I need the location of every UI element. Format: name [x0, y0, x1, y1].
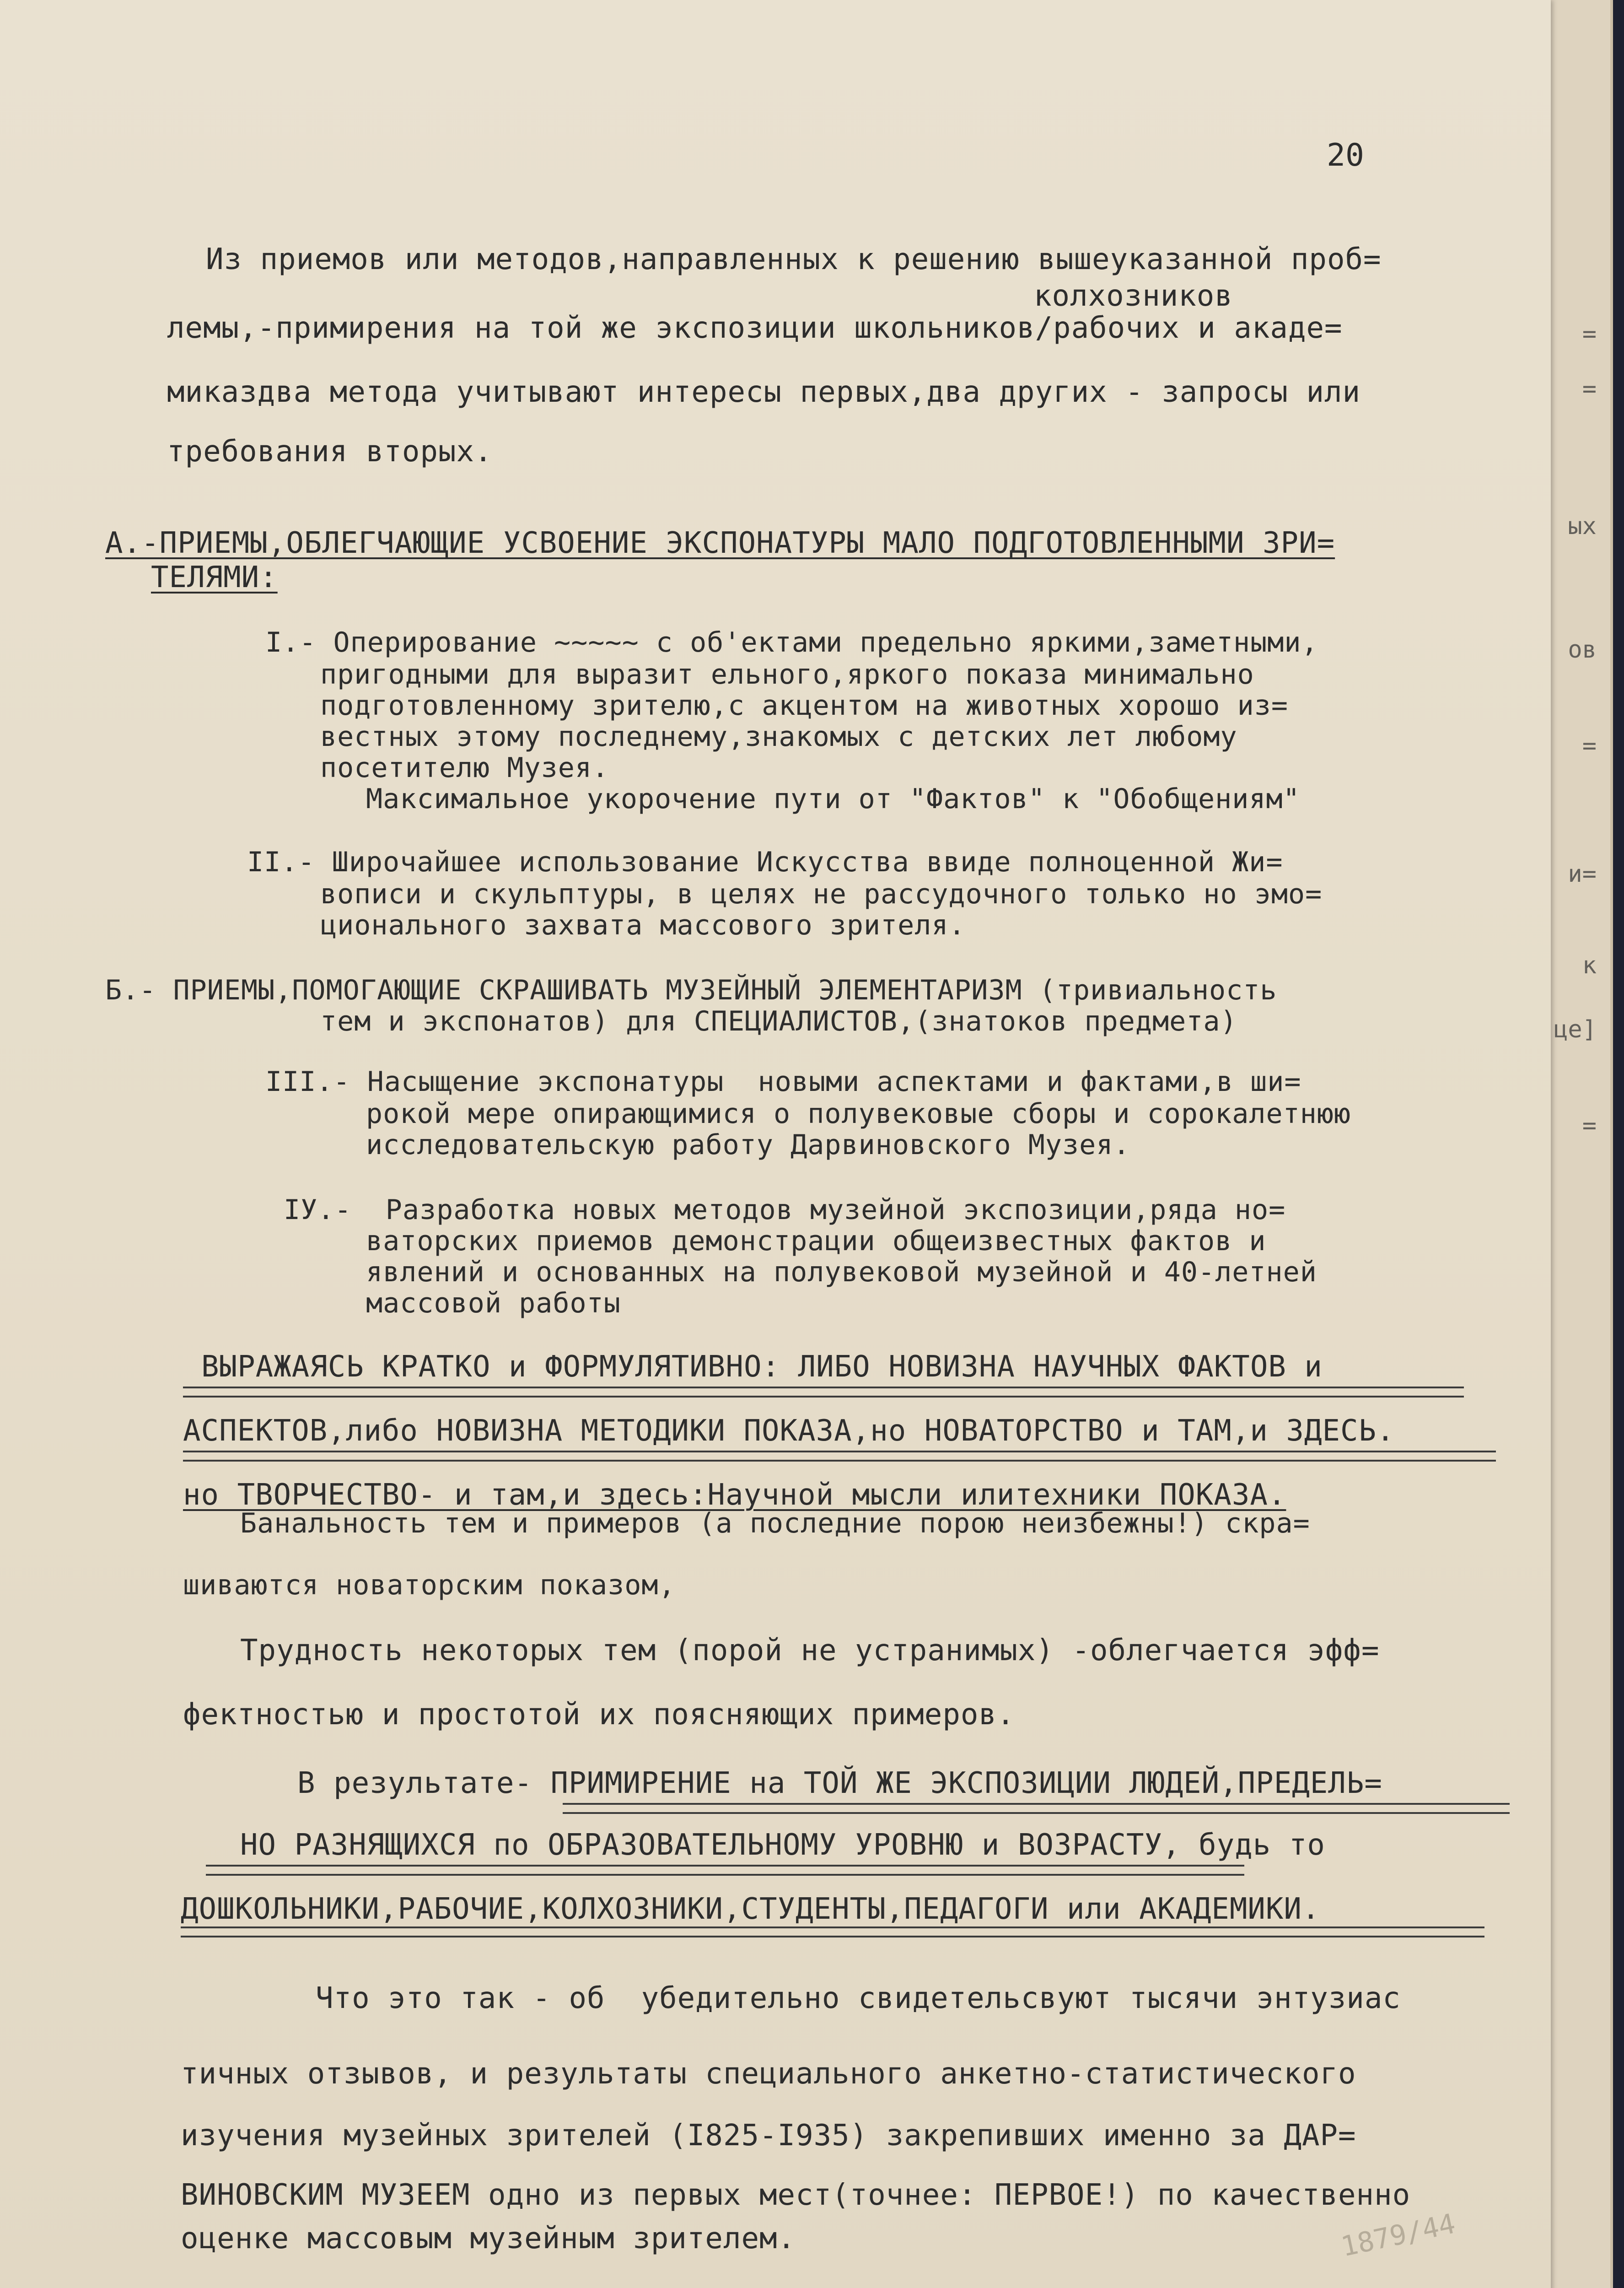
summary-line: но ТВОРЧЕСТВО- и там,и здесь:Научной мысли илитехники ПОКАЗА.: [183, 1478, 1286, 1512]
edge-fragment: це]: [1554, 1016, 1597, 1043]
item-4-line: массовой работы: [366, 1287, 621, 1319]
archive-stamp: 1879/44: [1338, 2207, 1458, 2263]
edge-fragment: к: [1582, 952, 1597, 979]
banality-line: Банальность тем и примеров (а последние порою неизбежны!) скра=: [240, 1507, 1310, 1539]
item-3-line: исследовательскую работу Дарвиновского Музея.: [366, 1129, 1130, 1161]
item-3-line: III.- Насыщение экспонатуры новыми аспектами и фактами,в ши=: [265, 1066, 1301, 1098]
intro-line: миказдва метода учитывают интересы первых,два других - запросы или: [167, 375, 1361, 409]
closing-line: изучения музейных зрителей (I825-I935) закрепивших именно за ДАР=: [181, 2119, 1356, 2153]
item-2-line: ционального захвата массового зрителя.: [320, 909, 966, 941]
double-underline: [206, 1865, 1244, 1876]
summary-line: АСПЕКТОВ,либо НОВИЗНА МЕТОДИКИ ПОКАЗА,но НОВАТОРСТВО и ТАМ,и ЗДЕСЬ.: [183, 1414, 1395, 1448]
edge-fragment: и=: [1568, 860, 1597, 888]
closing-line: Что это так - об убедительно свидетельсвуют тысячи энтузиас: [316, 1981, 1401, 2015]
item-3-line: рокой мере опирающимися о полувековые сборы и сорокалетнюю: [366, 1098, 1351, 1130]
edge-fragment: =: [1582, 732, 1597, 760]
summary-line: ВЫРАЖАЯСЬ КРАТКО и ФОРМУЛЯТИВНО: ЛИБО НОВИЗНА НАУЧНЫХ ФАКТОВ и: [201, 1350, 1323, 1384]
difficulty-line: фектностью и простотой их поясняющих примеров.: [183, 1698, 1015, 1732]
result-line: В результате- ПРИМИРЕНИЕ на ТОЙ ЖЕ ЭКСПОЗИЦИИ ЛЮДЕЙ,ПРЕДЕЛЬ=: [297, 1766, 1382, 1800]
edge-fragment: ых: [1568, 513, 1597, 540]
edge-fragment: =: [1582, 1112, 1597, 1139]
double-underline: [563, 1803, 1510, 1814]
item-1-line: вестных этому последнему,знакомых с детских лет любому: [320, 721, 1237, 753]
result-line: ДОШКОЛЬНИКИ,РАБОЧИЕ,КОЛХОЗНИКИ,СТУДЕНТЫ,ПЕДАГОГИ или АКАДЕМИКИ.: [181, 1892, 1320, 1926]
section-b-heading: Б.- ПРИЕМЫ,ПОМОГАЮЩИЕ СКРАШИВАТЬ МУЗЕЙНЫЙ ЭЛЕМЕНТАРИЗМ (тривиальность: [105, 974, 1277, 1006]
item-4-line: ваторских приемов демонстрации общеизвестных фактов и: [366, 1225, 1266, 1257]
item-1-line: Максимальное укорочение пути от "Фактов" к "Обобщениям": [366, 783, 1300, 815]
edge-fragment: ов: [1568, 636, 1597, 664]
closing-line: ВИНОВСКИМ МУЗЕЕМ одно из первых мест(точнее: ПЕРВОЕ!) по качественно: [181, 2178, 1411, 2212]
result-line: НО РАЗНЯЩИХСЯ по ОБРАЗОВАТЕЛЬНОМУ УРОВНЮ и ВОЗРАСТУ, будь то: [240, 1828, 1325, 1862]
closing-line: тичных отзывов, и результаты специального анкетно-статистического: [181, 2057, 1356, 2091]
item-1-line: пригодными для выразит ельного,яркого показа минимально: [320, 658, 1254, 691]
item-2-line: II.- Широчайшее использование Искусства ввиде полноценной Жи=: [247, 846, 1283, 878]
item-2-line: вописи и скульптуры, в целях не рассудочного только но эмо=: [320, 878, 1323, 910]
item-4-line: явлений и основанных на полувековой музейной и 40-летней: [366, 1256, 1317, 1288]
section-a-heading: А.-ПРИЕМЫ,ОБЛЕГЧАЮЩИЕ УСВОЕНИЕ ЭКСПОНАТУРЫ МАЛО ПОДГОТОВЛЕННЫМИ ЗРИ=: [105, 526, 1335, 560]
double-underline: [183, 1387, 1464, 1398]
intro-line: требования вторых.: [167, 435, 493, 469]
double-underline: [183, 1451, 1496, 1462]
item-1-line: посетителю Музея.: [320, 752, 609, 784]
intro-line: лемы,-примирения на той же экспозиции школьников/рабочих и акаде=: [167, 311, 1343, 345]
edge-fragment: =: [1582, 320, 1597, 348]
section-b-heading-cont: тем и экспонатов) для СПЕЦИАЛИСТОВ,(знатоков предмета): [320, 1005, 1237, 1037]
item-1-line: I.- Оперирование ~~~~~ с об'ектами предельно яркими,заметными,: [265, 626, 1318, 658]
edge-fragment: =: [1582, 375, 1597, 403]
banality-line: шиваются новаторским показом,: [183, 1569, 676, 1601]
closing-line: оценке массовым музейным зрителем.: [181, 2222, 796, 2256]
double-underline: [181, 1926, 1484, 1937]
section-a-heading-cont: ТЕЛЯМИ:: [151, 561, 278, 594]
page-number: 20: [1327, 137, 1364, 173]
intro-insertion: колхозников: [1034, 279, 1233, 313]
item-1-line: подготовленному зрителю,с акцентом на животных хорошо из=: [320, 690, 1289, 722]
difficulty-line: Трудность некоторых тем (порой не устранимых) -облегчается эфф=: [240, 1634, 1380, 1667]
item-4-line: IУ.- Разработка новых методов музейной экспозиции,ряда но=: [284, 1194, 1286, 1226]
next-page-edge: [1551, 0, 1597, 2288]
intro-line: Из приемов или методов,направленных к решению вышеуказанной проб=: [206, 243, 1382, 276]
